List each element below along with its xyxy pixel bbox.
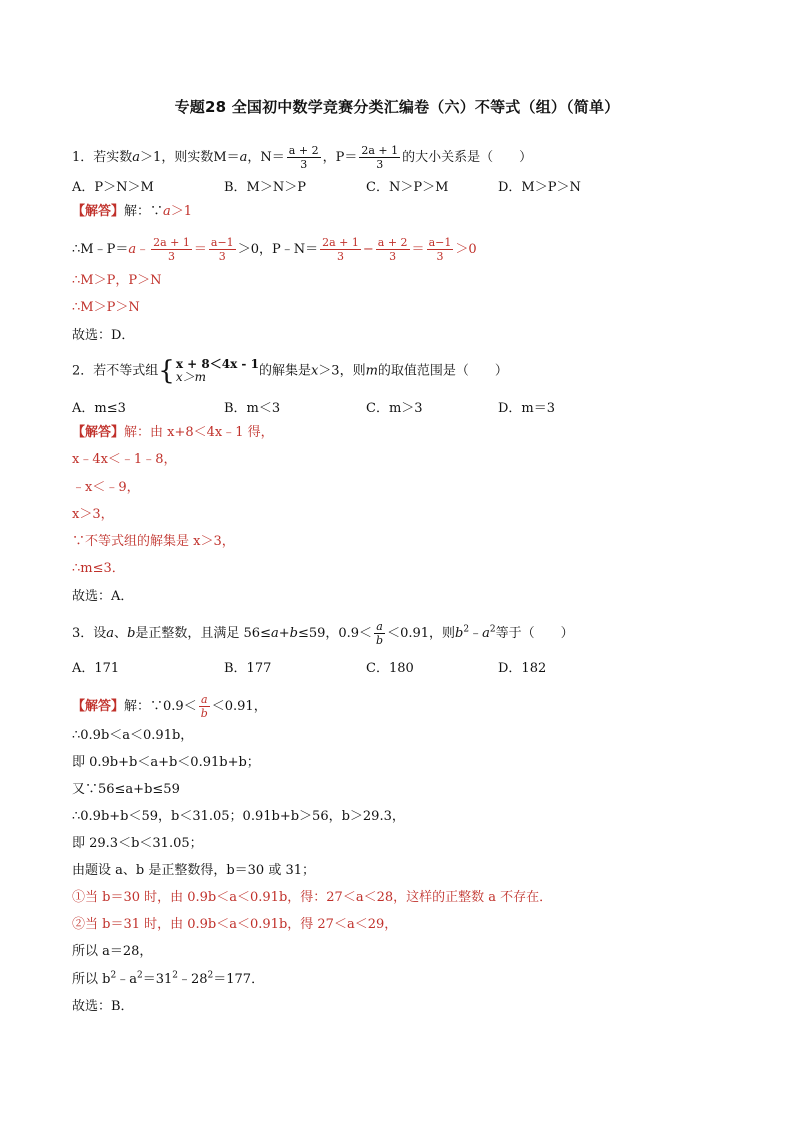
q2-option-c: C．m＞3 xyxy=(366,401,423,416)
q3-solution-line-5: ∴0.9b+b＜59，b＜31.05；0.91b+b＞56，b＞29.3， xyxy=(72,809,405,824)
q2-solution-line-1: 【解答】解：由 x+8＜4x﹣1 得， xyxy=(72,425,274,440)
q3-solution-line-10: 所以 a＝28， xyxy=(72,944,153,959)
fraction-p: $\frac{2a + 1}{3}$ xyxy=(361,144,399,171)
q1-option-c: C．N＞P＞M xyxy=(366,180,449,195)
answer-label: 【解答】 xyxy=(72,425,125,440)
page-title: 专题28 全国初中数学竞赛分类汇编卷（六）不等式（组）（简单） xyxy=(174,98,620,116)
q2-solution-line-4: x＞3， xyxy=(72,507,114,522)
q3-solution-line-6: 即 29.3＜b＜31.05； xyxy=(72,836,203,851)
q2-option-b: B．m＜3 xyxy=(224,401,281,416)
q3-solution-line-11: 所以 $b^2﹣a^2=31^2﹣28^2=177$． xyxy=(72,970,265,987)
q1-solution-line-1: 【解答】解：∵a＞1 xyxy=(72,204,193,219)
q2-solution-line-7: 故选：A． xyxy=(72,589,134,604)
q2-solution-line-6: ∴m≤3． xyxy=(72,561,125,576)
q3-solution-line-8: ①当 b＝30 时，由 0.9b＜a＜0.91b，得：27＜a＜28，这样的正整数 a 不存在． xyxy=(72,890,553,905)
answer-label: 【解答】 xyxy=(72,204,125,219)
answer-label: 【解答】 xyxy=(72,699,125,714)
q3-option-a: A．171 xyxy=(72,661,120,676)
q3-solution-line-12: 故选：B． xyxy=(72,999,134,1014)
q1-option-a: A．P＞N＞M xyxy=(72,180,154,195)
q1-solution-line-2: ∴M﹣P＝a﹣ $\frac{2a + 1}{3}$ ＝ $\frac{a-1}{3}$ ＞0，P﹣N＝ $\frac{2a + 1}{3}$ − $\frac{a + 2}{3}$ ＝ $\frac{a-1}{3}$ ＞0 xyxy=(72,236,477,263)
q1-solution-line-5: 故选：D． xyxy=(72,328,135,343)
q3-solution-line-4: 又∵56≤a+b≤59 xyxy=(72,782,180,797)
q2-stem: 2．若不等式组{ x + 8＜4x - 1 x＞m 的解集是x＞3，则m的取值范围是（ ） xyxy=(72,356,508,386)
q3-option-b: B．177 xyxy=(224,661,272,676)
q3-option-d: D．182 xyxy=(498,661,547,676)
q3-solution-line-7: 由题设 a、b 是正整数得，b＝30 或 31； xyxy=(72,863,316,878)
q2-option-a: A．m≤3 xyxy=(72,401,126,416)
q2-solution-line-5: ∵不等式组的解集是 x＞3， xyxy=(72,534,235,549)
q3-solution-line-1: 【解答】解：∵0.9＜ $\frac{a}{b}$ ＜0.91， xyxy=(72,693,267,720)
q1-option-b: B．M＞N＞P xyxy=(224,180,306,195)
q1-option-d: D．M＞P＞N xyxy=(498,180,581,195)
q2-option-d: D．m＝3 xyxy=(498,401,556,416)
q2-solution-line-3: ﹣x＜﹣9， xyxy=(72,480,140,495)
q3-solution-line-2: ∴0.9b＜a＜0.91b， xyxy=(72,728,194,743)
q3-stem: 3．设a、b是正整数，且满足 56≤a+b≤59，0.9＜ $\frac{a}{b}$ ＜0.91，则$b^2﹣a^2$等于（ ） xyxy=(72,620,574,647)
q1-solution-line-3: ∴M＞P，P＞N xyxy=(72,273,162,288)
q3-option-c: C．180 xyxy=(366,661,414,676)
q1-solution-line-4: ∴M＞P＞N xyxy=(72,300,140,315)
q3-solution-line-3: 即 0.9b+b＜a+b＜0.91b+b； xyxy=(72,755,260,770)
inequality-system: x + 8＜4x - 1 x＞m xyxy=(175,357,259,384)
brace-icon: { xyxy=(158,356,175,386)
fraction-a-over-b: $\frac{a}{b}$ xyxy=(376,620,384,647)
q3-solution-line-9: ②当 b＝31 时，由 0.9b＜a＜0.91b，得 27＜a＜29， xyxy=(72,917,398,932)
q2-solution-line-2: x﹣4x＜﹣1﹣8， xyxy=(72,452,177,467)
fraction-n: $\frac{a + 2}{3}$ xyxy=(288,144,319,171)
q1-stem: 1．若实数a＞1，则实数M＝a，N＝ $\frac{a + 2}{3}$ ，P＝ $\frac{2a + 1}{3}$ 的大小关系是（ ） xyxy=(72,144,533,171)
